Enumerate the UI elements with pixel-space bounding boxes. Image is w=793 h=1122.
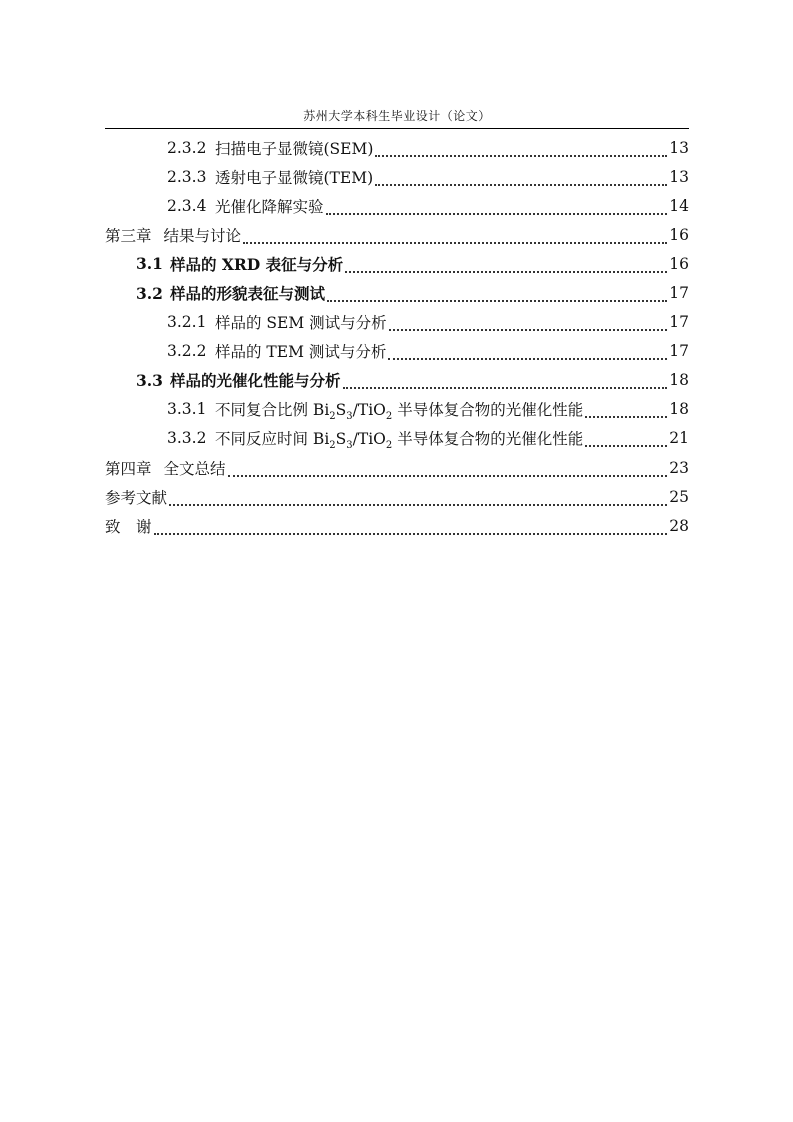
toc-number: 2.3.2 [167, 138, 207, 157]
toc-entry-3-3-1[interactable] [105, 395, 689, 424]
toc-number: 3.2 [136, 283, 163, 303]
toc-number: 3.3.1 [167, 400, 207, 419]
toc-leader [585, 402, 667, 418]
toc-entry-acknowledgements[interactable] [105, 511, 689, 540]
subscript: 3 [346, 411, 353, 423]
subscript: 3 [346, 440, 353, 452]
toc-title: 结果与讨论 [163, 226, 242, 245]
toc-number: 3.3.2 [167, 429, 207, 448]
toc-title: 光催化降解实验 [215, 197, 324, 216]
toc-title-part: S [335, 430, 347, 449]
toc-page-number: 13 [669, 167, 689, 186]
toc-number: 2.3.4 [167, 196, 207, 215]
toc-leader [243, 228, 667, 244]
toc-page-number: 25 [669, 487, 689, 506]
toc-title: 全文总结 [163, 459, 226, 478]
subscript: 2 [329, 411, 336, 423]
page-header: 苏州大学本科生毕业设计（论文） [105, 104, 689, 129]
toc-number: 3.2.1 [167, 313, 207, 332]
toc-title-part: 不同反应时间 Bi [215, 430, 330, 449]
toc-leader [375, 170, 667, 186]
toc-leader [327, 286, 667, 302]
toc-title: 样品的 TEM 测试与分析 [215, 343, 387, 362]
toc-title-part: 半导体复合物的光催化性能 [392, 430, 584, 449]
toc-leader [388, 344, 667, 360]
toc-entry-3-3[interactable] [105, 366, 689, 395]
toc-leader [585, 431, 667, 447]
toc-leader [343, 373, 668, 389]
toc-title-part: S [335, 401, 347, 420]
toc-page-number: 28 [669, 516, 689, 535]
toc-entry-3-3-2[interactable] [105, 424, 689, 453]
toc-entry-2-3-3[interactable] [105, 162, 689, 191]
toc-entry-chapter-3[interactable] [105, 220, 689, 249]
toc-leader [345, 257, 667, 273]
subscript: 2 [385, 440, 393, 452]
toc-chapter-number: 第三章 [105, 226, 152, 245]
subscript: 2 [329, 440, 336, 452]
toc-leader [389, 315, 668, 331]
toc-entry-3-1[interactable] [105, 249, 689, 278]
subscript: 2 [385, 411, 393, 423]
toc-page-number: 17 [669, 284, 689, 303]
toc-page-number: 18 [669, 371, 689, 390]
toc-page-number: 18 [669, 400, 689, 419]
toc-page-number: 16 [669, 225, 689, 244]
table-of-contents [105, 133, 689, 540]
toc-entry-3-2-1[interactable] [105, 308, 689, 337]
toc-title: 扫描电子显微镜(SEM) [215, 139, 374, 158]
toc-leader [169, 490, 667, 506]
toc-entry-2-3-4[interactable] [105, 191, 689, 220]
toc-leader [228, 461, 668, 477]
toc-number: 3.3 [136, 370, 163, 390]
toc-title: 致 谢 [105, 517, 152, 536]
toc-title: 参考文献 [105, 488, 168, 507]
toc-leader [154, 519, 668, 535]
toc-page-number: 21 [669, 429, 689, 448]
toc-title: 样品的光催化性能与分析 [170, 371, 341, 391]
toc-page-number: 17 [669, 342, 689, 361]
toc-page-number: 14 [669, 196, 689, 215]
toc-title: 样品的形貌表征与测试 [170, 284, 326, 304]
toc-number: 3.2.2 [167, 342, 207, 361]
toc-number: 2.3.3 [167, 167, 207, 186]
toc-entry-2-3-2[interactable] [105, 133, 689, 162]
toc-entry-references[interactable] [105, 482, 689, 511]
toc-page-number: 16 [669, 254, 689, 273]
toc-title [215, 398, 584, 423]
toc-page-number: 13 [669, 138, 689, 157]
toc-title: 透射电子显微镜(TEM) [215, 168, 374, 187]
toc-page-number: 17 [669, 313, 689, 332]
toc-page-number: 23 [669, 458, 689, 477]
toc-title-part: 不同复合比例 Bi [215, 401, 330, 420]
toc-entry-3-2[interactable] [105, 278, 689, 307]
toc-entry-chapter-4[interactable] [105, 453, 689, 482]
toc-title-part: /TiO [352, 430, 386, 449]
toc-entry-3-2-2[interactable] [105, 337, 689, 366]
toc-leader [375, 141, 667, 157]
toc-leader [326, 199, 668, 215]
toc-title-part: /TiO [352, 401, 386, 420]
toc-title: 样品的 XRD 表征与分析 [170, 254, 344, 274]
toc-chapter-number: 第四章 [105, 459, 152, 478]
toc-title: 样品的 SEM 测试与分析 [215, 314, 387, 333]
toc-number: 3.1 [136, 254, 163, 274]
toc-title [215, 427, 584, 452]
toc-title-part: 半导体复合物的光催化性能 [392, 401, 584, 420]
